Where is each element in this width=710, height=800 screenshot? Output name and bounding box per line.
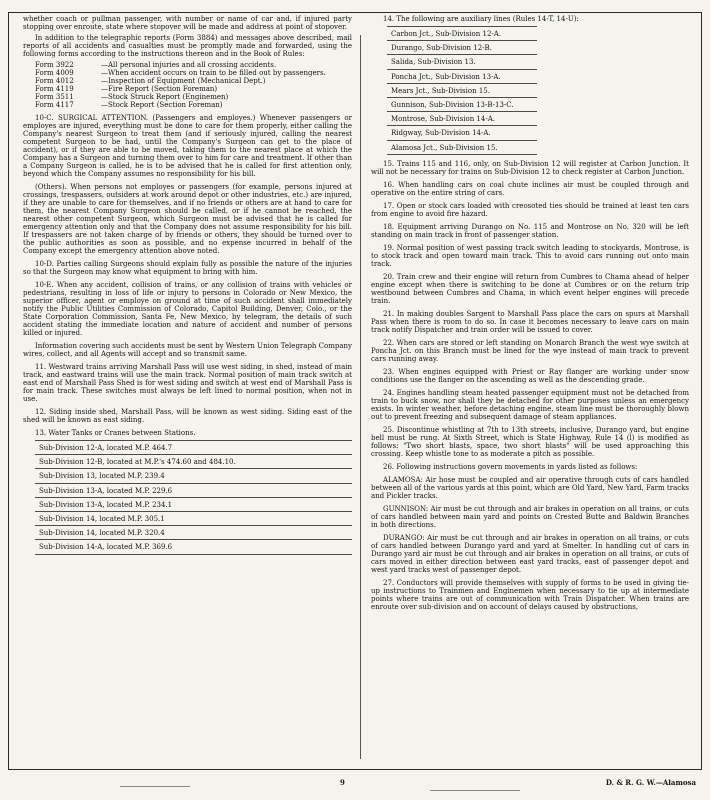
table-row: Sub-Division 12-B, located at M.P.'s 474.60 and 484.10. [35, 454, 352, 468]
section-10c: 10-C. SURGICAL ATTENTION. (Passengers and employes.) Whenever passengers or employes are injured, everything must be done to care for them properly, either calling the Company's nearest Surgeon to treat them (and if seriously injured, calling the nearest competent Surgeon to be had, until the Company's Surgeon can get to the place of accident), or if they are able to be moved, taking them to the nearest place at which the Company has a Surgeon and turning them over to him for care and treatment. If other than a Company Surgeon is called, he is to be advised that he is called for first attention only, beyond which the Company assumes no responsibility for his bill. [23, 114, 352, 178]
section-16: 16. When handling cars on coal chute inclines air must be coupled through and operative on the entire string of cars. [371, 180, 689, 197]
paragraph: In addition to the telegraphic reports (Form 3884) and messages above described, mail reports of all accidents and casualties must be promptly made and forwarded, using the following forms according to the instructions thereon and in the Book of Rules: [23, 34, 352, 58]
section-20: 20. Train crew and their engine will return from Cumbres to Chama ahead of helper engine except when there is switching to be done at Cumbres or on the return trip westbound between Cumbres and Chama, in which event helper engines will precede train. [371, 272, 689, 305]
table-row: Durango, Sub-Division 12-B. [387, 40, 537, 54]
paragraph-durango: DURANGO: Air must be cut through and air brakes in operation on all trains, or cuts of cars handled between Durango yard and yard at Smelter. In handling cut of cars in Durango yard air must be cut through and air brakes in operation on all trains, or cuts of cars moved in either direction between east yard tracks, east of passenger depot and west yard tracks west of passenger depot. [371, 533, 689, 574]
section-17: 17. Open or stock cars loaded with creosoted ties should be trained at least ten cars from engine to avoid fire hazard. [371, 201, 689, 218]
form-item [35, 61, 352, 69]
table-row: Salida, Sub-Division 13. [387, 54, 537, 68]
table-row: Poncha Jct., Sub-Division 13-A. [387, 69, 537, 83]
table-row: Sub-Division 13-A, located M.P. 234.1 [35, 497, 352, 511]
table-row: Alamosa Jct., Sub-Division 15. [387, 140, 537, 155]
scan-noise [430, 790, 520, 791]
form-number: Form 3511 [35, 93, 74, 101]
page-number: 9 [340, 778, 345, 787]
form-number: Form 4119 [35, 85, 74, 93]
table-row: Mears Jct., Sub-Division 15. [387, 83, 537, 97]
section-26: 26. Following instructions govern movements in yards listed as follows: [383, 462, 638, 471]
form-desc: —When accident occurs on train to be filled out by passengers. [101, 69, 326, 77]
section-15: 15. Trains 115 and 116, only, on Sub-Division 12 will register at Carbon Junction. It will not be necessary for trains on Sub-Division 12 to check register at Carbon Junction. [371, 159, 689, 176]
form-number: Form 4012 [35, 77, 74, 85]
form-number: Form 4117 [35, 101, 74, 109]
section-25: 25. Discontinue whistling at 7th to 13th streets, inclusive, Durango yard, but engine bell must be rung. At Sixth Street, which is State Highway, Rule 14 (l) is modified as follows: "Two short blasts, space, two short blasts" will be used approaching this crossing. Keep whistle tone to as moderate a pitch as possible. [371, 425, 689, 458]
form-number: Form 4009 [35, 69, 74, 77]
paragraph: Information covering such accidents must be sent by Western Union Telegraph Company wires, collect, and all Agents will accept and so transmit same. [23, 342, 352, 358]
page-footer [0, 776, 710, 796]
section-12: 12. Siding inside shed, Marshall Pass, will be known as west siding. Siding east of the shed will be known as east siding. [23, 408, 352, 424]
table-row: Gunnison, Sub-Division 13-B-13-C. [387, 97, 537, 111]
section-13: 13. Water Tanks or Cranes between Stations. [35, 429, 196, 437]
water-tanks-table [35, 440, 352, 555]
section-22: 22. When cars are stored or left standing on Monarch Branch the west wye switch at Poncha Jct. on this Branch must be lined for the wye instead of main track to prevent cars running away. [371, 338, 689, 363]
form-number: Form 3922 [35, 61, 74, 69]
column-divider [360, 35, 361, 759]
form-desc: —Stock Report (Section Foreman) [101, 101, 223, 109]
paragraph: whether coach or pullman passenger, with number or name of car and, if injured party stopping over enroute, state where stopover will be made and address at point of stopover. [23, 15, 352, 31]
section-27: 27. Conductors will provide themselves with supply of forms to be used in giving tie-up instructions to Trainmen and Enginemen when necessary to tie up at intermediate points where trains are out of communication with Train Dispatcher. When trains are enroute over sub-division and on account of delays caused by obstructions, [371, 578, 689, 611]
section-24: 24. Engines handling steam heated passenger equipment must not be detached from train to buck snow, nor shall they be detached for other purposes unless an emergency exists. In winter weather, before detaching engine, steam line must be thoroughly blown out to prevent freezing and subsequent damage of steam appliances. [371, 388, 689, 421]
table-row: Sub-Division 12-A, located M.P. 464.7 [35, 440, 352, 454]
railroad-mark: D. & R. G. W.—Alamosa [605, 778, 696, 787]
table-row: Sub-Division 14, located M.P. 320.4 [35, 525, 352, 539]
scan-noise [120, 786, 190, 787]
section-10e: 10-E. When any accident, collision of trains, or any collision of trains with vehicles or pedestrians, resulting in loss of life or injury to persons in Colorado or New Mexico, the superior officer, agent or employe on ground at time of such accident shall immediately notify the Public Utilities Commission of Colorado, Capitol Building, Denver, Colo., or the State Corporation Commission, Santa Fe, New Mexico, by telegram, the details of such accident stating the immediate location and nature of accident and number of persons killed or injured. [23, 281, 352, 337]
table-row: Carbon Jct., Sub-Division 12-A. [387, 26, 537, 40]
form-item [35, 93, 352, 101]
section-10d: 10-D. Parties calling Surgeons should explain fully as possible the nature of the injuries so that the Surgeon may know what equipment to bring with him. [23, 260, 352, 276]
paragraph-gunnison: GUNNISON: Air must be cut through and air brakes in operation on all trains, or cuts of cars handled between main yard and points on Crested Butte and Baldwin Branches in both directions. [371, 504, 689, 529]
forms-list [35, 61, 352, 109]
right-column [371, 15, 689, 767]
section-14: 14. The following are auxiliary lines (Rules 14-T, 14-U): [383, 15, 579, 23]
paragraph-alamosa: ALAMOSA: Air hose must be coupled and air operative through cuts of cars handled between all of the various yards at this point, which are Old Yard, New Yard, Farm tracks and Pickler tracks. [371, 475, 689, 500]
form-item [35, 77, 352, 85]
section-18: 18. Equipment arriving Durango on No. 115 and Montrose on No. 320 will be left standing on main track in front of passenger station. [371, 222, 689, 239]
auxiliary-lines-table [387, 26, 537, 155]
section-21: 21. In making doubles Sargent to Marshall Pass place the cars on spurs at Marshall Pass when there is room to do so. In case it becomes necessary to leave cars on main track notify Dispatcher and train order will be issued to cover. [371, 309, 689, 334]
form-desc: —All personal injuries and all crossing accidents. [101, 61, 277, 69]
form-item [35, 69, 352, 77]
table-row: Montrose, Sub-Division 14-A. [387, 111, 537, 125]
table-row: Ridgway, Sub-Division 14-A. [387, 125, 537, 139]
table-row: Sub-Division 14, located M.P. 305.1 [35, 511, 352, 525]
section-11: 11. Westward trains arriving Marshall Pass will use west siding, in shed, instead of main track, and eastward trains will use the main track. Normal position of main track switch at east end of Marshall Pass Shed is for west siding and switch at west end of Marshall Pass is for main track. These switches must always be left lined to normal position, when not in use. [23, 363, 352, 403]
page-frame [8, 12, 702, 770]
form-desc: —Stock Struck Report (Enginemen) [101, 93, 229, 101]
section-19: 19. Normal position of west passing track switch leading to stockyards, Montrose, is to stock track and open toward main track. This to avoid cars running out onto main track. [371, 243, 689, 268]
form-desc: —Inspection of Equipment (Mechanical Dept.) [101, 77, 266, 85]
section-23: 23. When engines equipped with Priest or Ray flanger are working under snow conditions use the flanger on the ascending as well as the descending grade. [371, 367, 689, 384]
form-item [35, 85, 352, 93]
table-row: Sub-Division 13, located M.P. 239.4 [35, 468, 352, 482]
table-row: Sub-Division 14-A, located M.P. 369.6 [35, 539, 352, 554]
table-row: Sub-Division 13-A, located M.P. 229.6 [35, 483, 352, 497]
form-item [35, 101, 352, 109]
form-desc: —Fire Report (Section Foreman) [101, 85, 218, 93]
paragraph: (Others). When persons not employes or passengers (for example, persons injured at crossings, trespassers, outsiders at work around depot or other industries, etc.) are injured, if they are unable to care for themselves, and if no friends or others are at hand to care for them, the nearest Company Surgeon should be called, or if he cannot be reached, the nearest other competent Surgeon, which Surgeon must be advised that he is called for emergency attention only and that the Company does not assume responsibility for his bill. If trespassers are not taken charge of by friends or others, they should be turned over to the public authorities as soon as possible, and no expense incurred in behalf of the Company except the emergency attention above noted. [23, 183, 352, 255]
left-column [23, 15, 352, 767]
